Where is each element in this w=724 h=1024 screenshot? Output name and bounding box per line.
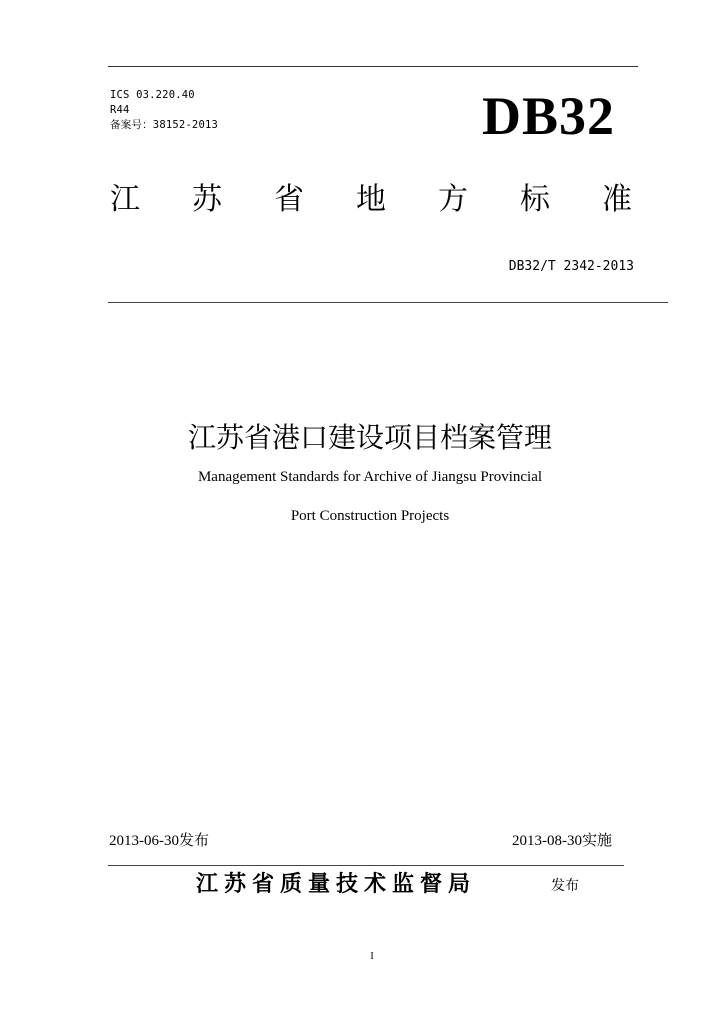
- document-title-english-line1: Management Standards for Archive of Jiangsu Provincial: [197, 469, 543, 485]
- document-title-english-line2: Port Construction Projects: [290, 508, 450, 524]
- issuing-suffix: 发布: [551, 878, 579, 894]
- category-code: R44: [110, 104, 130, 116]
- top-rule: [108, 66, 638, 67]
- document-title-chinese: 江苏省港口建设项目档案管理: [187, 421, 552, 454]
- standard-type-char: 准: [602, 182, 632, 217]
- db-code-logo: DB32: [482, 86, 616, 146]
- ics-code: ICS 03.220.40: [110, 89, 195, 101]
- standard-type-heading: [110, 180, 632, 220]
- standard-type-char: 方: [438, 182, 468, 217]
- effective-date: 2013-08-30实施: [512, 833, 612, 849]
- issue-date: 2013-06-30发布: [109, 833, 209, 849]
- filing-number: 备案号：38152-2013: [110, 119, 219, 131]
- standard-type-char: 地: [356, 182, 386, 217]
- standard-number: DB32/T 2342-2013: [508, 259, 634, 274]
- issuing-authority: 江苏省质量技术监督局: [196, 872, 477, 897]
- standard-type-char: 苏: [192, 182, 222, 217]
- middle-rule: [108, 302, 668, 303]
- page-number: I: [370, 951, 374, 962]
- bottom-rule: [108, 865, 624, 866]
- standard-type-char: 标: [520, 182, 550, 217]
- standard-type-char: 省: [274, 182, 304, 217]
- standard-type-char: 江: [110, 182, 140, 217]
